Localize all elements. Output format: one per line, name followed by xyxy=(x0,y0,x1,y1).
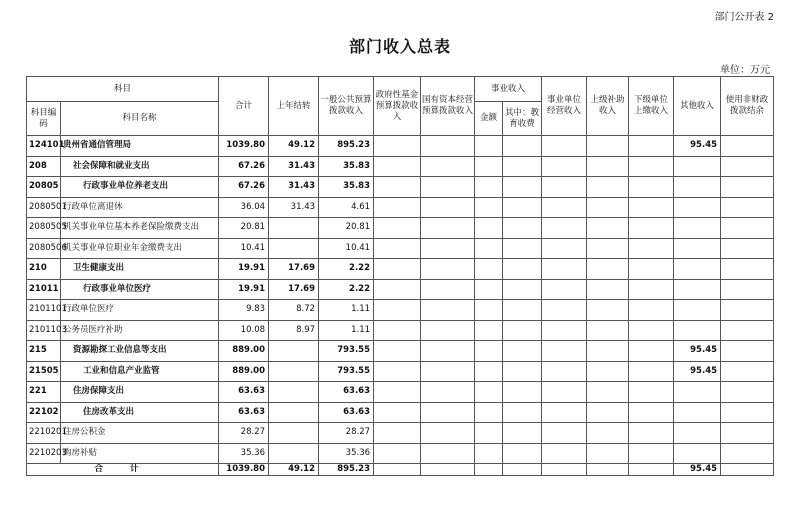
total-other: 95.45 xyxy=(674,464,721,476)
row-carryover xyxy=(269,218,319,239)
header-code: 科目编码 xyxy=(27,102,61,136)
header-gov-fund: 政府性基金预算拨款收入 xyxy=(374,77,421,136)
header-state-capital: 国有资本经营预算拨款收入 xyxy=(421,77,475,136)
row-code: 2210201 xyxy=(27,423,61,444)
table-row xyxy=(27,361,774,382)
row-other-income xyxy=(674,177,721,198)
row-total: 1039.80 xyxy=(219,136,269,157)
row-name: 住房改革支出 xyxy=(61,402,219,423)
row-total: 35.36 xyxy=(219,443,269,464)
row-other-income xyxy=(674,218,721,239)
row-total: 19.91 xyxy=(219,279,269,300)
row-carryover xyxy=(269,238,319,259)
row-code: 21505 xyxy=(27,361,61,382)
row-carryover: 8.72 xyxy=(269,300,319,321)
header-superior-subsidy: 上级补助收入 xyxy=(587,77,629,136)
row-other-income: 95.45 xyxy=(674,136,721,157)
row-name: 公务员医疗补助 xyxy=(61,320,219,341)
table-row xyxy=(27,382,774,403)
row-carryover xyxy=(269,382,319,403)
row-carryover: 31.43 xyxy=(269,156,319,177)
row-code: 2080501 xyxy=(27,197,61,218)
row-name: 行政单位医疗 xyxy=(61,300,219,321)
row-general-budget: 2.22 xyxy=(319,279,374,300)
total-general: 895.23 xyxy=(319,464,374,476)
row-code: 22102 xyxy=(27,402,61,423)
row-name: 机关事业单位职业年金缴费支出 xyxy=(61,238,219,259)
header-operating-income: 事业单位经营收入 xyxy=(542,77,587,136)
row-other-income: 95.45 xyxy=(674,361,721,382)
row-carryover xyxy=(269,443,319,464)
row-total: 63.63 xyxy=(219,402,269,423)
row-general-budget: 63.63 xyxy=(319,402,374,423)
row-general-budget: 63.63 xyxy=(319,382,374,403)
row-name: 卫生健康支出 xyxy=(61,259,219,280)
row-other-income xyxy=(674,382,721,403)
row-carryover xyxy=(269,361,319,382)
row-general-budget: 1.11 xyxy=(319,320,374,341)
row-general-budget: 895.23 xyxy=(319,136,374,157)
row-name: 资源勘探工业信息等支出 xyxy=(61,341,219,362)
row-carryover xyxy=(269,423,319,444)
row-name: 行政事业单位医疗 xyxy=(61,279,219,300)
table-row xyxy=(27,402,774,423)
row-name: 机关事业单位基本养老保险缴费支出 xyxy=(61,218,219,239)
row-other-income xyxy=(674,156,721,177)
row-general-budget: 35.36 xyxy=(319,443,374,464)
row-other-income xyxy=(674,197,721,218)
row-total: 28.27 xyxy=(219,423,269,444)
income-table xyxy=(26,76,774,476)
row-general-budget: 1.11 xyxy=(319,300,374,321)
row-code: 124101 xyxy=(27,136,61,157)
header-edu-fee: 其中：教育收费 xyxy=(503,102,542,136)
row-name: 社会保障和就业支出 xyxy=(61,156,219,177)
row-total: 19.91 xyxy=(219,259,269,280)
table-row xyxy=(27,136,774,157)
row-carryover: 17.69 xyxy=(269,279,319,300)
row-other-income xyxy=(674,320,721,341)
total-carryover: 49.12 xyxy=(269,464,319,476)
row-code: 2080506 xyxy=(27,238,61,259)
row-code: 2101103 xyxy=(27,320,61,341)
row-code: 20805 xyxy=(27,177,61,198)
row-general-budget: 4.61 xyxy=(319,197,374,218)
header-subject: 科目 xyxy=(27,77,219,102)
total-total: 1039.80 xyxy=(219,464,269,476)
table-header xyxy=(27,77,774,136)
table-row xyxy=(27,443,774,464)
row-general-budget: 793.55 xyxy=(319,361,374,382)
row-name: 行政单位离退休 xyxy=(61,197,219,218)
row-carryover: 17.69 xyxy=(269,259,319,280)
row-general-budget: 28.27 xyxy=(319,423,374,444)
row-code: 208 xyxy=(27,156,61,177)
header-amount: 金额 xyxy=(475,102,503,136)
row-total: 67.26 xyxy=(219,156,269,177)
row-total: 36.04 xyxy=(219,197,269,218)
total-row xyxy=(27,464,774,476)
row-general-budget: 2.22 xyxy=(319,259,374,280)
row-carryover: 8.97 xyxy=(269,320,319,341)
row-carryover: 49.12 xyxy=(269,136,319,157)
row-other-income xyxy=(674,402,721,423)
row-carryover xyxy=(269,402,319,423)
row-total: 10.41 xyxy=(219,238,269,259)
table-row xyxy=(27,177,774,198)
total-label: 合 计 xyxy=(27,464,219,476)
header-institution-income: 事业收入 xyxy=(475,77,542,102)
row-total: 20.81 xyxy=(219,218,269,239)
row-total: 889.00 xyxy=(219,361,269,382)
row-name: 贵州省通信管理局 xyxy=(61,136,219,157)
row-other-income xyxy=(674,279,721,300)
row-carryover: 31.43 xyxy=(269,197,319,218)
header-carryover: 上年结转 xyxy=(269,77,319,136)
form-number: 部门公开表 2 xyxy=(714,12,774,23)
row-code: 2101101 xyxy=(27,300,61,321)
row-other-income xyxy=(674,259,721,280)
row-other-income xyxy=(674,443,721,464)
row-carryover: 31.43 xyxy=(269,177,319,198)
row-carryover xyxy=(269,341,319,362)
table-row xyxy=(27,259,774,280)
row-general-budget: 35.83 xyxy=(319,156,374,177)
row-name: 住房公积金 xyxy=(61,423,219,444)
row-total: 9.83 xyxy=(219,300,269,321)
table-row xyxy=(27,279,774,300)
header-non-fiscal-balance: 使用非财政拨款结余 xyxy=(721,77,774,136)
header-subordinate-payment: 下级单位上缴收入 xyxy=(629,77,674,136)
row-code: 21011 xyxy=(27,279,61,300)
row-code: 221 xyxy=(27,382,61,403)
row-other-income xyxy=(674,300,721,321)
row-total: 63.63 xyxy=(219,382,269,403)
page-title: 部门收入总表 xyxy=(348,37,451,56)
header-other-income: 其他收入 xyxy=(674,77,721,136)
row-total: 67.26 xyxy=(219,177,269,198)
row-other-income xyxy=(674,238,721,259)
unit-label: 单位：万元 xyxy=(720,65,770,76)
table-row xyxy=(27,156,774,177)
row-other-income: 95.45 xyxy=(674,341,721,362)
row-general-budget: 793.55 xyxy=(319,341,374,362)
table-row xyxy=(27,300,774,321)
header-name: 科目名称 xyxy=(61,102,219,136)
row-total: 10.08 xyxy=(219,320,269,341)
row-name: 住房保障支出 xyxy=(61,382,219,403)
row-name: 行政事业单位养老支出 xyxy=(61,177,219,198)
row-code: 2080505 xyxy=(27,218,61,239)
row-name: 工业和信息产业监管 xyxy=(61,361,219,382)
row-general-budget: 35.83 xyxy=(319,177,374,198)
row-other-income xyxy=(674,423,721,444)
table-row xyxy=(27,238,774,259)
row-name: 购房补贴 xyxy=(61,443,219,464)
row-code: 2210203 xyxy=(27,443,61,464)
row-general-budget: 10.41 xyxy=(319,238,374,259)
header-general-budget: 一般公共预算拨款收入 xyxy=(319,77,374,136)
row-total: 889.00 xyxy=(219,341,269,362)
table-row xyxy=(27,320,774,341)
table-row xyxy=(27,341,774,362)
header-total: 合计 xyxy=(219,77,269,136)
table-body xyxy=(27,136,774,464)
table-row xyxy=(27,218,774,239)
table-row xyxy=(27,197,774,218)
row-code: 210 xyxy=(27,259,61,280)
row-general-budget: 20.81 xyxy=(319,218,374,239)
row-code: 215 xyxy=(27,341,61,362)
table-row xyxy=(27,423,774,444)
